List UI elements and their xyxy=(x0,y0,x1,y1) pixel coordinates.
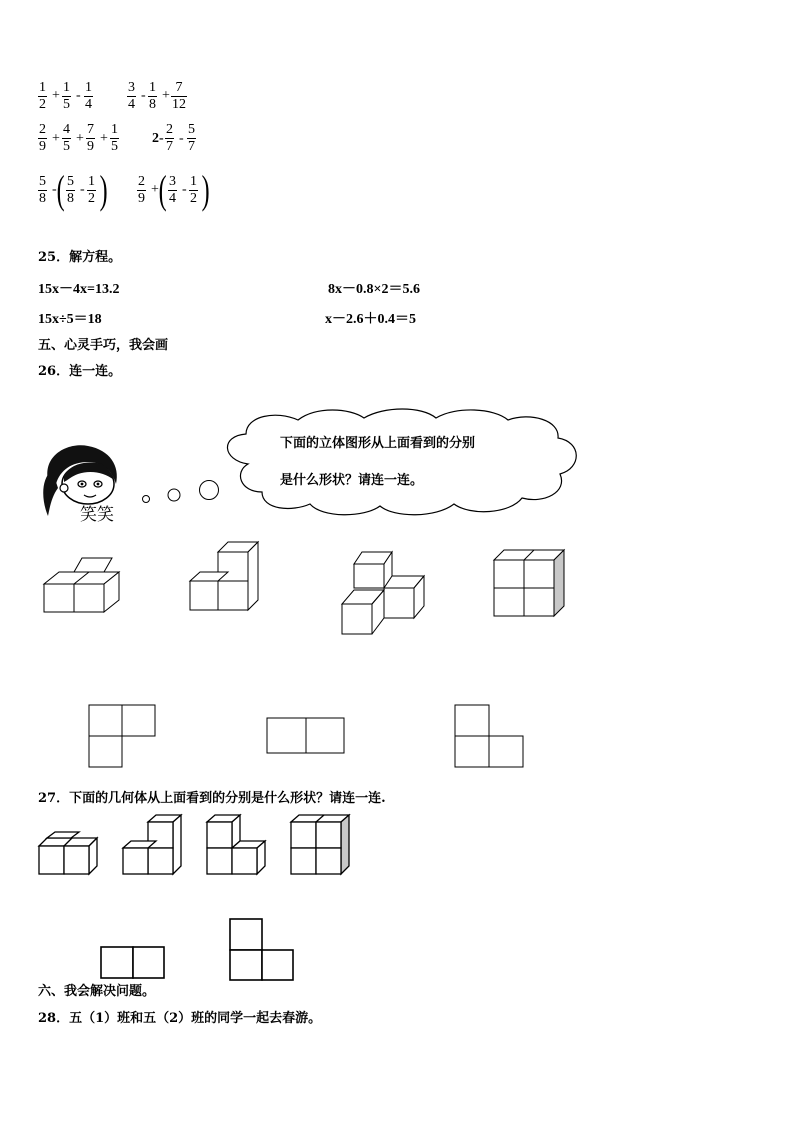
fraction: 3 4 xyxy=(169,174,176,206)
lead-term: 2- xyxy=(152,131,164,146)
fraction: 1 5 xyxy=(111,122,118,154)
fraction: 1 2 xyxy=(190,174,197,206)
fraction: 1 2 xyxy=(88,174,95,206)
fraction: 1 2 xyxy=(39,80,46,112)
left-paren: ( xyxy=(56,167,65,212)
operator: + xyxy=(100,131,108,146)
right-paren: ) xyxy=(99,167,108,212)
fraction: 3 4 xyxy=(128,80,135,112)
operator: - xyxy=(76,88,81,103)
question-28-title: 28．五（1）班和五（2）班的同学一起去春游。 xyxy=(38,1011,322,1026)
q27-top-view-2 xyxy=(229,918,295,982)
fraction: 5 8 xyxy=(39,174,46,206)
operator: + xyxy=(76,131,84,146)
q27-solid-4 xyxy=(289,814,353,876)
top-view-option-2 xyxy=(266,717,346,755)
fraction: 7 9 xyxy=(87,122,94,154)
solid-figure-2 xyxy=(188,538,264,614)
equation-2: 8x－0.8×2＝5.6 xyxy=(328,282,420,297)
fraction: 2 9 xyxy=(138,174,145,206)
q27-solid-2 xyxy=(121,814,185,876)
left-paren: ( xyxy=(158,167,167,212)
fraction: 5 8 xyxy=(67,174,74,206)
equation-4: x－2.6＋0.4＝5 xyxy=(325,312,416,327)
cloud-text-line-1: 下面的立体图形从上面看到的分别 xyxy=(280,436,476,451)
fraction: 2 7 xyxy=(166,122,173,154)
operator: + xyxy=(151,182,159,197)
section-5-title: 五、心灵手巧，我会画 xyxy=(38,338,169,353)
operator: - xyxy=(179,131,184,146)
operator: + xyxy=(52,88,60,103)
fraction: 5 7 xyxy=(188,122,195,154)
fraction: 1 8 xyxy=(149,80,156,112)
girl-label: 笑笑 xyxy=(80,505,114,525)
question-27-title: 27．下面的几何体从上面看到的分别是什么形状？请连一连. xyxy=(38,791,386,806)
q27-top-view-1 xyxy=(100,946,166,980)
operator: - xyxy=(80,182,85,197)
fraction: 4 5 xyxy=(63,122,70,154)
right-paren: ) xyxy=(201,167,210,212)
solid-figure-1 xyxy=(42,556,126,614)
top-view-option-1 xyxy=(88,704,158,768)
fraction: 1 5 xyxy=(63,80,70,112)
q27-solid-3 xyxy=(205,814,269,876)
top-view-option-3 xyxy=(454,704,526,768)
equation-3: 15x÷5＝18 xyxy=(38,312,102,327)
fraction: 1 4 xyxy=(85,80,92,112)
question-25-title: 25．解方程。 xyxy=(38,250,122,265)
operator: + xyxy=(52,131,60,146)
operator: + xyxy=(162,88,170,103)
fraction: 7 12 xyxy=(172,80,186,112)
operator: - xyxy=(182,182,187,197)
operator: - xyxy=(141,88,146,103)
fraction: 2 9 xyxy=(39,122,46,154)
cloud-text-line-2: 是什么形状？请连一连。 xyxy=(280,473,424,488)
equation-1: 15x－4x=13.2 xyxy=(38,282,120,297)
solid-figure-4 xyxy=(492,548,568,620)
q27-solid-1 xyxy=(37,830,101,876)
solid-figure-3 xyxy=(340,548,430,636)
cloud-shape xyxy=(218,406,582,520)
section-6-title: 六、我会解决问题。 xyxy=(38,984,156,999)
question-26-title: 26．连一连。 xyxy=(38,364,122,379)
thought-bubbles xyxy=(138,478,223,508)
operator: - xyxy=(52,182,57,197)
